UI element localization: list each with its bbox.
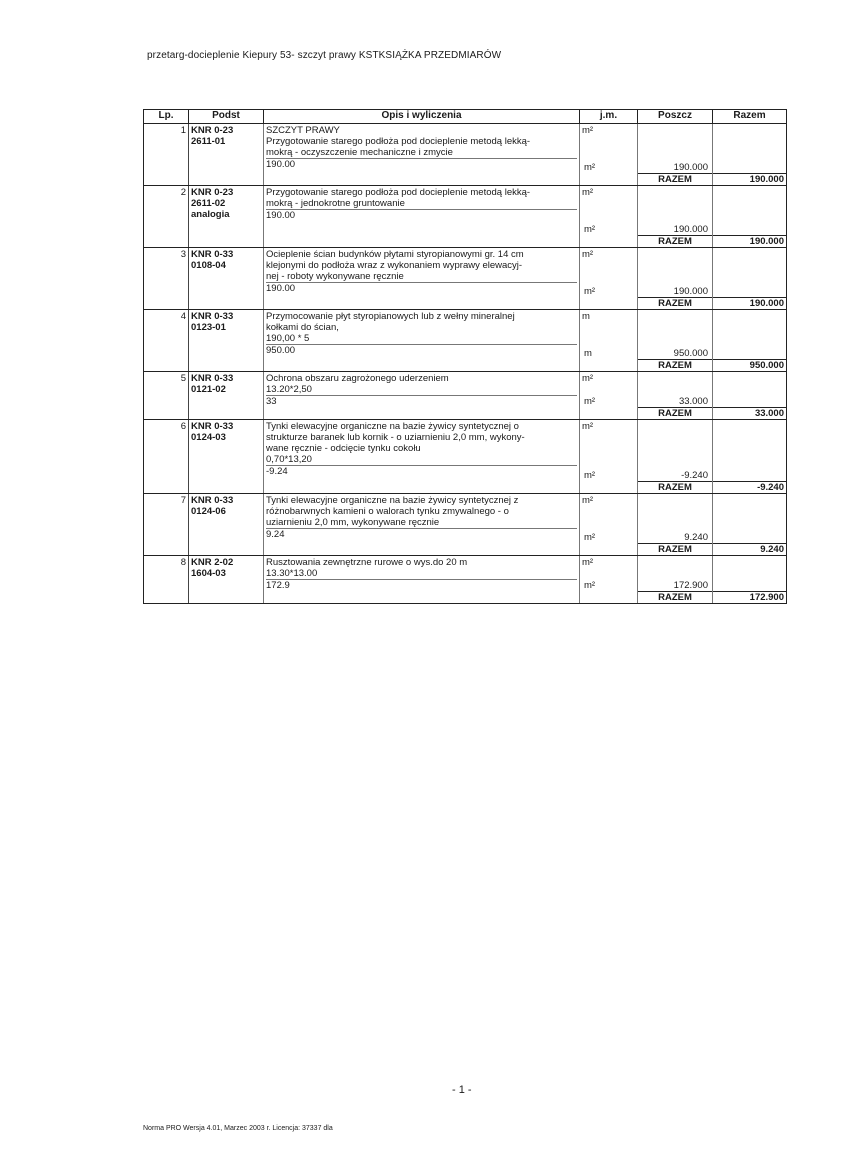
poszcz-value: 190.000 [673,162,708,173]
row-razem-empty [713,248,787,298]
jm-unit-top: m [582,311,590,322]
poszcz-value: 190.000 [673,224,708,235]
col-jm-header: j.m. [580,110,638,124]
jm-unit-top: m² [582,421,594,432]
opis-line: Ochrona obszaru zagrożonego uderzeniem [266,373,449,384]
col-poszcz-header: Poszcz [638,110,713,124]
razem-empty-cell [144,236,189,248]
razem-empty-cell [264,298,580,310]
row-podst [189,310,264,360]
calc-line: 190,00 * 5 [266,333,310,344]
row-jm [580,124,638,174]
jm-unit-top: m² [582,249,594,260]
row-opis [264,372,580,408]
razem-empty-cell [580,408,638,420]
calc-line: 0,70*13,20 [266,454,312,465]
razem-empty-cell [189,174,264,186]
table-row [144,186,787,236]
razem-label: RAZEM [638,236,713,248]
row-razem-empty [713,372,787,408]
row-opis [264,248,580,298]
col-lp-header: Lp. [144,110,189,124]
row-opis [264,420,580,482]
row-razem-empty [713,124,787,174]
razem-empty-cell [189,408,264,420]
razem-row [144,544,787,556]
podst-line: KNR 0-33 [191,421,234,432]
razem-row [144,174,787,186]
row-lp: 1 [144,124,189,174]
podst-line: KNR 0-33 [191,249,234,260]
razem-empty-cell [264,236,580,248]
opis-value: -9.24 [266,465,577,477]
razem-label: RAZEM [638,482,713,494]
razem-row [144,592,787,604]
jm-unit-bottom: m² [584,162,596,173]
razem-empty-cell [144,360,189,372]
opis-line: mokrą - oczyszczenie mechaniczne i zmycie [266,147,453,158]
opis-value: 9.24 [266,528,577,540]
opis-line: klejonymi do podłoża wraz z wykonaniem wyprawy elewacyj- [266,260,523,271]
row-podst [189,186,264,236]
razem-row [144,298,787,310]
razem-label: RAZEM [638,544,713,556]
podst-line: 0124-03 [191,432,226,443]
razem-total: 172.900 [713,592,787,604]
table-row [144,420,787,482]
footer-license: Norma PRO Wersja 4.01, Marzec 2003 r. Licencja: 37337 dla [143,1125,333,1132]
jm-unit-bottom: m² [584,224,596,235]
razem-row [144,236,787,248]
podst-line: analogia [191,209,230,220]
podst-line: 0123-01 [191,322,226,333]
table-row [144,372,787,408]
opis-line: Rusztowania zewnętrzne rurowe o wys.do 20 m [266,557,468,568]
row-jm [580,186,638,236]
razem-empty-cell [144,174,189,186]
opis-line: strukturze baranek lub kornik - o uziarnieniu 2,0 mm, wykony- [266,432,525,443]
podst-line: 0108-04 [191,260,226,271]
row-poszcz [638,420,713,482]
razem-empty-cell [189,544,264,556]
row-jm [580,556,638,592]
razem-empty-cell [189,298,264,310]
document-header: przetarg-docieplenie Kiepury 53- szczyt prawy KSTKSIĄŻKA PRZEDMIARÓW [147,50,502,61]
razem-empty-cell [144,298,189,310]
row-razem-empty [713,186,787,236]
jm-unit-bottom: m² [584,470,596,481]
opis-value: 172.9 [266,579,577,591]
jm-unit-bottom: m² [584,532,596,543]
table-row [144,124,787,174]
poszcz-value: 9.240 [684,532,708,543]
razem-empty-cell [144,482,189,494]
razem-total: 190.000 [713,298,787,310]
podst-line: KNR 0-23 [191,125,234,136]
razem-empty-cell [580,482,638,494]
row-opis [264,124,580,174]
opis-line: Przygotowanie starego podłoża pod docieplenie metodą lekką- [266,187,531,198]
razem-empty-cell [144,592,189,604]
razem-empty-cell [189,482,264,494]
jm-unit-bottom: m² [584,396,596,407]
table-row [144,248,787,298]
razem-label: RAZEM [638,408,713,420]
calc-line: 13.30*13.00 [266,568,318,579]
poszcz-value: 190.000 [673,286,708,297]
col-podst-header: Podst [189,110,264,124]
podst-line: KNR 0-23 [191,187,234,198]
table-header-row [144,110,787,124]
jm-unit-bottom: m² [584,286,596,297]
row-jm [580,420,638,482]
jm-unit-top: m² [582,373,594,384]
razem-empty-cell [580,592,638,604]
razem-row [144,482,787,494]
jm-unit-top: m² [582,557,594,568]
poszcz-value: 950.000 [673,348,708,359]
page-number: - 1 - [452,1084,472,1096]
row-opis [264,494,580,544]
opis-value: 190.00 [266,282,577,294]
jm-unit-top: m² [582,495,594,506]
jm-unit-bottom: m² [584,580,596,591]
razem-empty-cell [189,236,264,248]
row-lp: 5 [144,372,189,408]
row-poszcz [638,124,713,174]
table-row [144,310,787,360]
jm-unit-top: m² [582,125,594,136]
przedmiar-table [143,109,787,604]
row-razem-empty [713,494,787,544]
razem-empty-cell [580,360,638,372]
poszcz-value: -9.240 [681,470,708,481]
opis-value: 33 [266,395,577,407]
podst-line: 0121-02 [191,384,226,395]
razem-total: 33.000 [713,408,787,420]
row-jm [580,494,638,544]
row-lp: 6 [144,420,189,482]
row-podst [189,420,264,482]
opis-line: SZCZYT PRAWY [266,125,340,136]
row-lp: 2 [144,186,189,236]
razem-empty-cell [580,174,638,186]
podst-line: KNR 0-33 [191,311,234,322]
opis-value: 950.00 [266,344,577,356]
opis-line: różnobarwnych kamieni o walorach tynku zmywalnego - o [266,506,509,517]
jm-unit-bottom: m [584,348,592,359]
row-poszcz [638,186,713,236]
row-lp: 3 [144,248,189,298]
razem-total: 190.000 [713,236,787,248]
row-podst [189,494,264,544]
podst-line: 0124-06 [191,506,226,517]
col-opis-header: Opis i wyliczenia [264,110,580,124]
opis-line: Przygotowanie starego podłoża pod docieplenie metodą lekką- [266,136,531,147]
row-lp: 8 [144,556,189,592]
table-row [144,556,787,592]
row-jm [580,372,638,408]
razem-label: RAZEM [638,360,713,372]
calc-line: 13.20*2,50 [266,384,312,395]
opis-value: 190.00 [266,209,577,221]
razem-empty-cell [264,544,580,556]
razem-total: 950.000 [713,360,787,372]
razem-empty-cell [189,360,264,372]
razem-label: RAZEM [638,592,713,604]
opis-line: uziarnieniu 2,0 mm, wykonywane ręcznie [266,517,440,528]
razem-label: RAZEM [638,174,713,186]
row-opis [264,310,580,360]
opis-line: Tynki elewacyjne organiczne na bazie żywicy syntetycznej o [266,421,519,432]
razem-label: RAZEM [638,298,713,310]
row-razem-empty [713,310,787,360]
razem-empty-cell [264,174,580,186]
opis-line: nej - roboty wykonywane ręcznie [266,271,404,282]
razem-empty-cell [264,482,580,494]
opis-line: Przymocowanie płyt styropianowych lub z wełny mineralnej [266,311,515,322]
podst-line: KNR 0-33 [191,373,234,384]
razem-row [144,360,787,372]
row-opis [264,186,580,236]
row-podst [189,248,264,298]
opis-line: mokrą - jednokrotne gruntowanie [266,198,405,209]
opis-line: Tynki elewacyjne organiczne na bazie żywicy syntetycznej z [266,495,519,506]
podst-line: 2611-02 [191,198,226,209]
poszcz-value: 33.000 [678,396,708,407]
opis-line: kołkami do ścian, [266,322,339,333]
row-lp: 4 [144,310,189,360]
razem-total: 9.240 [713,544,787,556]
row-jm [580,248,638,298]
jm-unit-top: m² [582,187,594,198]
razem-empty-cell [580,544,638,556]
razem-empty-cell [189,592,264,604]
razem-empty-cell [264,408,580,420]
row-podst [189,556,264,592]
razem-empty-cell [264,360,580,372]
podst-line: 1604-03 [191,568,226,579]
razem-empty-cell [144,544,189,556]
podst-line: KNR 2-02 [191,557,234,568]
row-poszcz [638,248,713,298]
col-razem-header: Razem [713,110,787,124]
razem-total: -9.240 [713,482,787,494]
table-row [144,494,787,544]
row-poszcz [638,310,713,360]
row-poszcz [638,556,713,592]
razem-empty-cell [580,236,638,248]
row-jm [580,310,638,360]
podst-line: 2611-01 [191,136,226,147]
row-podst [189,372,264,408]
razem-row [144,408,787,420]
razem-empty-cell [264,592,580,604]
opis-value: 190.00 [266,158,577,170]
row-razem-empty [713,420,787,482]
opis-line: Ocieplenie ścian budynków płytami styropianowymi gr. 14 cm [266,249,524,260]
razem-empty-cell [580,298,638,310]
podst-line: KNR 0-33 [191,495,234,506]
row-lp: 7 [144,494,189,544]
poszcz-value: 172.900 [673,580,708,591]
row-podst [189,124,264,174]
opis-line: wane ręcznie - odcięcie tynku cokołu [266,443,421,454]
row-razem-empty [713,556,787,592]
row-poszcz [638,372,713,408]
row-poszcz [638,494,713,544]
razem-total: 190.000 [713,174,787,186]
razem-empty-cell [144,408,189,420]
row-opis [264,556,580,592]
